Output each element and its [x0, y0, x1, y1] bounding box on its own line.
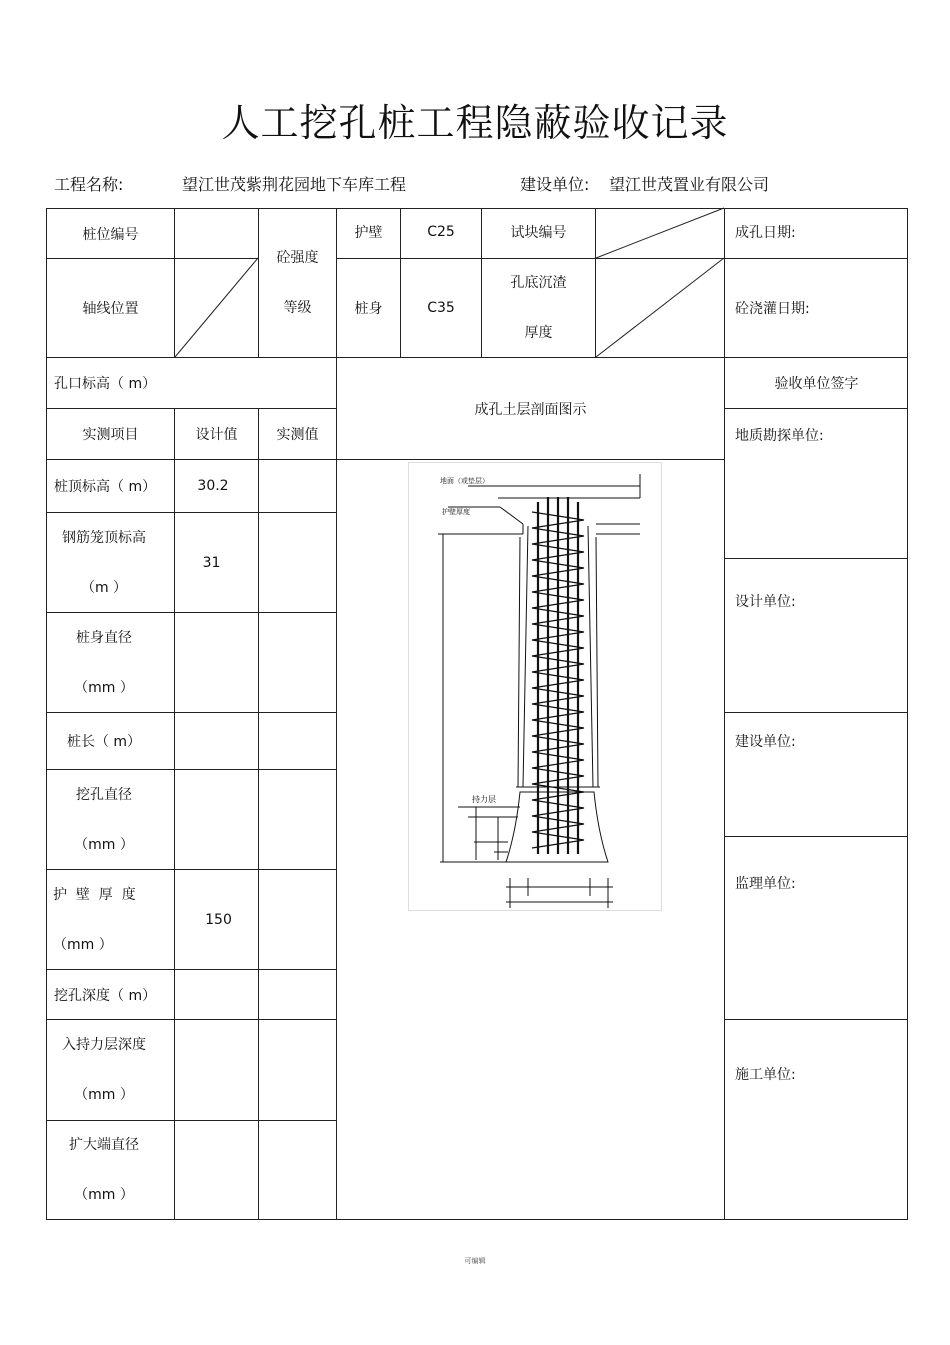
row-actual-bell-diameter[interactable]: [259, 1121, 336, 1219]
row-design-bearing-depth[interactable]: [175, 1020, 258, 1120]
row-label-bell-diameter-line-2: （mm ）: [74, 1187, 134, 1203]
row-label-bearing-depth-line-1: 入持力层深度: [62, 1037, 146, 1053]
row-label-hole-elevation: 孔口标高（ m）: [54, 376, 157, 392]
row-label-dig-diameter-line-1: 挖孔直径: [76, 786, 132, 803]
drawing-label-bearing: 持力层: [472, 795, 496, 804]
row-actual-cage-top[interactable]: [259, 513, 336, 612]
row-actual-bearing-depth[interactable]: [259, 1020, 336, 1120]
sign-geo-unit[interactable]: 地质勘探单位:: [735, 428, 824, 444]
row-label-pile-length: 桩长（ m）: [66, 734, 142, 750]
row-actual-pile-length[interactable]: [259, 713, 336, 769]
col-header-actual: 实测值: [276, 427, 319, 443]
row-label-cage-top-line-1: 钢筋笼顶标高: [62, 529, 146, 546]
builder-value: 望江世茂置业有限公司: [609, 175, 770, 194]
pour-date-label[interactable]: 砼浇灌日期:: [735, 301, 810, 317]
row-design-pile-diameter[interactable]: [175, 613, 258, 712]
row-value-hole-elevation[interactable]: [175, 358, 336, 408]
sign-owner-unit[interactable]: 建设单位:: [735, 734, 796, 750]
axis-position-label: 轴线位置: [82, 301, 139, 317]
test-block-no-label: 试块编号: [510, 225, 567, 241]
row-label-pile-top: 桩顶标高（ m）: [54, 479, 157, 495]
pile-no-value[interactable]: [175, 209, 258, 258]
page-title: 人工挖孔桩工程隐蔽验收记录: [221, 101, 729, 145]
row-label-pile-diameter-line-2: （mm ）: [74, 679, 134, 696]
drawing-label-top: 地面（或垫层）: [440, 477, 489, 485]
row-label-dig-diameter-line-2: （mm ）: [74, 836, 134, 853]
sign-design-unit[interactable]: 设计单位:: [735, 594, 796, 610]
pile-section-drawing: [408, 462, 664, 912]
row-actual-pile-diameter[interactable]: [259, 613, 336, 712]
row-label-bell-diameter-line-1: 扩大端直径: [69, 1137, 139, 1153]
concrete-grade-line-2: 等级: [283, 300, 312, 316]
row-actual-pile-top[interactable]: [259, 460, 336, 512]
row-design-dig-depth[interactable]: [175, 970, 258, 1019]
project-name-value: 望江世茂紫荆花园地下车库工程: [182, 175, 407, 194]
row-label-cage-top-line-2: （m ）: [80, 579, 128, 596]
sediment-line-2: 厚度: [524, 325, 553, 341]
row-design-bell-diameter[interactable]: [175, 1121, 258, 1219]
row-design-wall-thickness: 150: [205, 911, 232, 928]
row-design-pile-length[interactable]: [175, 713, 258, 769]
row-label-bell-diameter: [47, 1121, 161, 1219]
sign-supervisor-unit[interactable]: 监理单位:: [735, 876, 796, 892]
col-header-design: 设计值: [195, 427, 238, 443]
row-actual-wall-thickness[interactable]: [259, 870, 336, 969]
row-actual-dig-depth[interactable]: [259, 970, 336, 1019]
section-diagram-title: 成孔土层剖面图示: [474, 401, 587, 418]
footer-note: 可编辑: [464, 1257, 486, 1265]
wall-grade-value: C25: [427, 224, 455, 240]
sign-contractor-unit[interactable]: 施工单位:: [735, 1067, 796, 1083]
row-label-dig-depth: 挖孔深度（ m）: [54, 987, 157, 1004]
row-design-dig-diameter[interactable]: [175, 770, 258, 869]
row-label-bearing-depth-line-2: （mm ）: [74, 1087, 134, 1103]
row-label-wall-thickness-line-1: 护 壁 厚 度: [53, 886, 136, 903]
row-label-bearing-depth: [47, 1020, 161, 1120]
row-label-pile-diameter: [47, 613, 161, 712]
concrete-grade-label: [259, 209, 336, 357]
body-label: 桩身: [354, 301, 383, 317]
row-actual-dig-diameter[interactable]: [259, 770, 336, 869]
row-label-wall-thickness-line-2: （mm ）: [53, 936, 113, 953]
sign-title: 验收单位签字: [774, 376, 859, 392]
project-name-label: 工程名称:: [54, 175, 124, 194]
pile-no-label: 桩位编号: [82, 226, 139, 243]
col-header-item: 实测项目: [82, 427, 139, 443]
row-design-cage-top: 31: [202, 554, 221, 571]
sediment-thickness-label: [482, 259, 595, 357]
concrete-grade-line-1: 砼强度: [276, 250, 319, 266]
wall-label: 护壁: [354, 225, 383, 241]
row-design-pile-top: 30.2: [197, 478, 229, 494]
row-label-dig-diameter: [47, 770, 161, 869]
builder-label: 建设单位:: [520, 175, 590, 194]
row-label-cage-top: [47, 513, 161, 612]
row-label-wall-thickness: [47, 870, 180, 969]
hole-date-label[interactable]: 成孔日期:: [735, 225, 796, 241]
drawing-label-wall: 护壁厚度: [442, 508, 470, 516]
sediment-line-1: 孔底沉渣: [510, 275, 567, 291]
row-label-pile-diameter-line-1: 桩身直径: [76, 629, 132, 646]
body-grade-value: C35: [427, 300, 455, 316]
